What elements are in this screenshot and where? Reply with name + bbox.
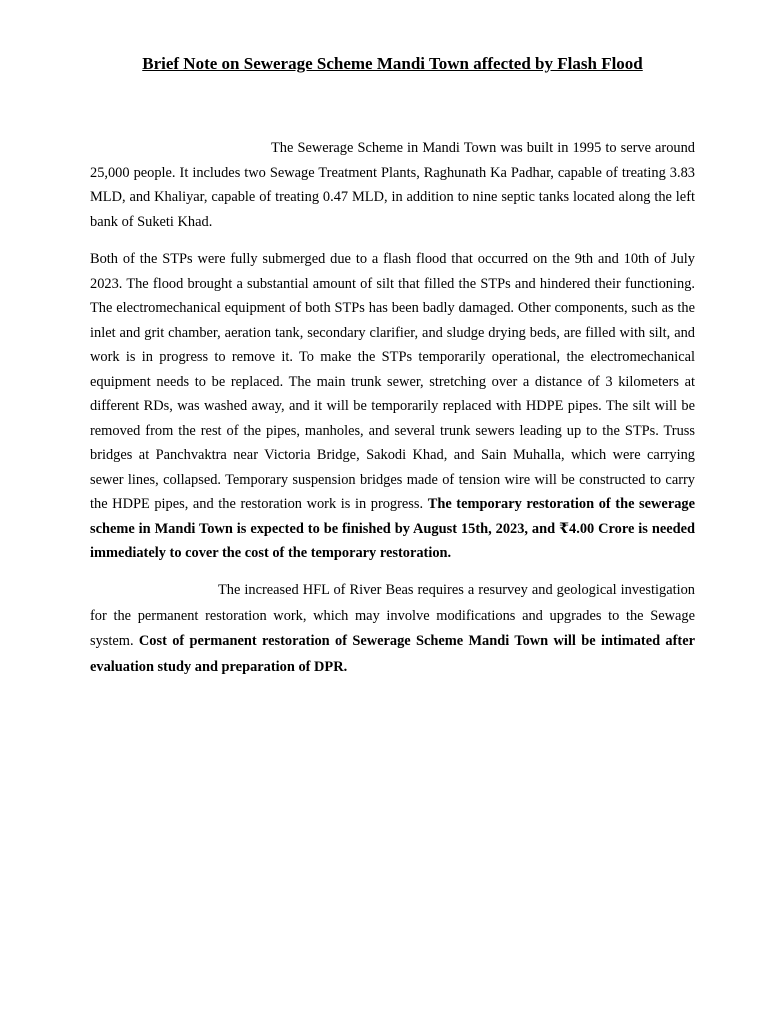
paragraph-flood-damage xyxy=(90,247,695,566)
paragraph-permanent-restoration xyxy=(90,578,695,680)
permanent-restoration-note: Cost of permanent restoration of Sewerage Scheme Mandi Town will be intimated after evaluation study and preparation of DPR. xyxy=(90,633,695,675)
temporary-restoration-note: The temporary restoration of the sewerage scheme in Mandi Town is expected to be finished by August 15th, 2023, and ₹4.00 Crore is needed immediately to cover the cost of the temporary restoration. xyxy=(90,496,695,561)
document-title: Brief Note on Sewerage Scheme Mandi Town affected by Flash Flood xyxy=(142,54,643,73)
paragraph-permanent-restoration-text: The increased HFL of River Beas requires a resurvey and geological investigation for the permanent restoration work, which may involve modifications and upgrades to the Sewage system. xyxy=(90,582,695,649)
paragraph-flood-damage-text: Both of the STPs were fully submerged due to a flash flood that occurred on the 9th and 10th of July 2023. The flood brought a substantial amount of silt that filled the STPs and hindered their functioning. The electromechanical equipment of both STPs has been badly damaged. Other components, such as the inlet and grit chamber, aeration tank, secondary clarifier, and sludge drying beds, are filled with silt, and work is in progress to remove it. To make the STPs temporarily operational, the electromechanical equipment needs to be replaced. The main trunk sewer, stretching over a distance of 3 kilometers at different RDs, was washed away, and it will be temporarily replaced with HDPE pipes. The silt will be removed from the rest of the pipes, manholes, and several trunk sewers leading up to the STPs. Truss bridges at Panchvaktra near Victoria Bridge, Sakodi Khad, and Sain Muhalla, which were carrying sewer lines, collapsed. Temporary suspension bridges made of tension wire will be constructed to carry the HDPE pipes, and the restoration work is in progress. xyxy=(90,251,695,512)
paragraph-intro: The Sewerage Scheme in Mandi Town was built in 1995 to serve around 25,000 people. It includes two Sewage Treatment Plants, Raghunath Ka Padhar, capable of treating 3.83 MLD, and Khaliyar, capable of treating 0.47 MLD, in addition to nine septic tanks located along the left bank of Suketi Khad. xyxy=(90,140,695,230)
